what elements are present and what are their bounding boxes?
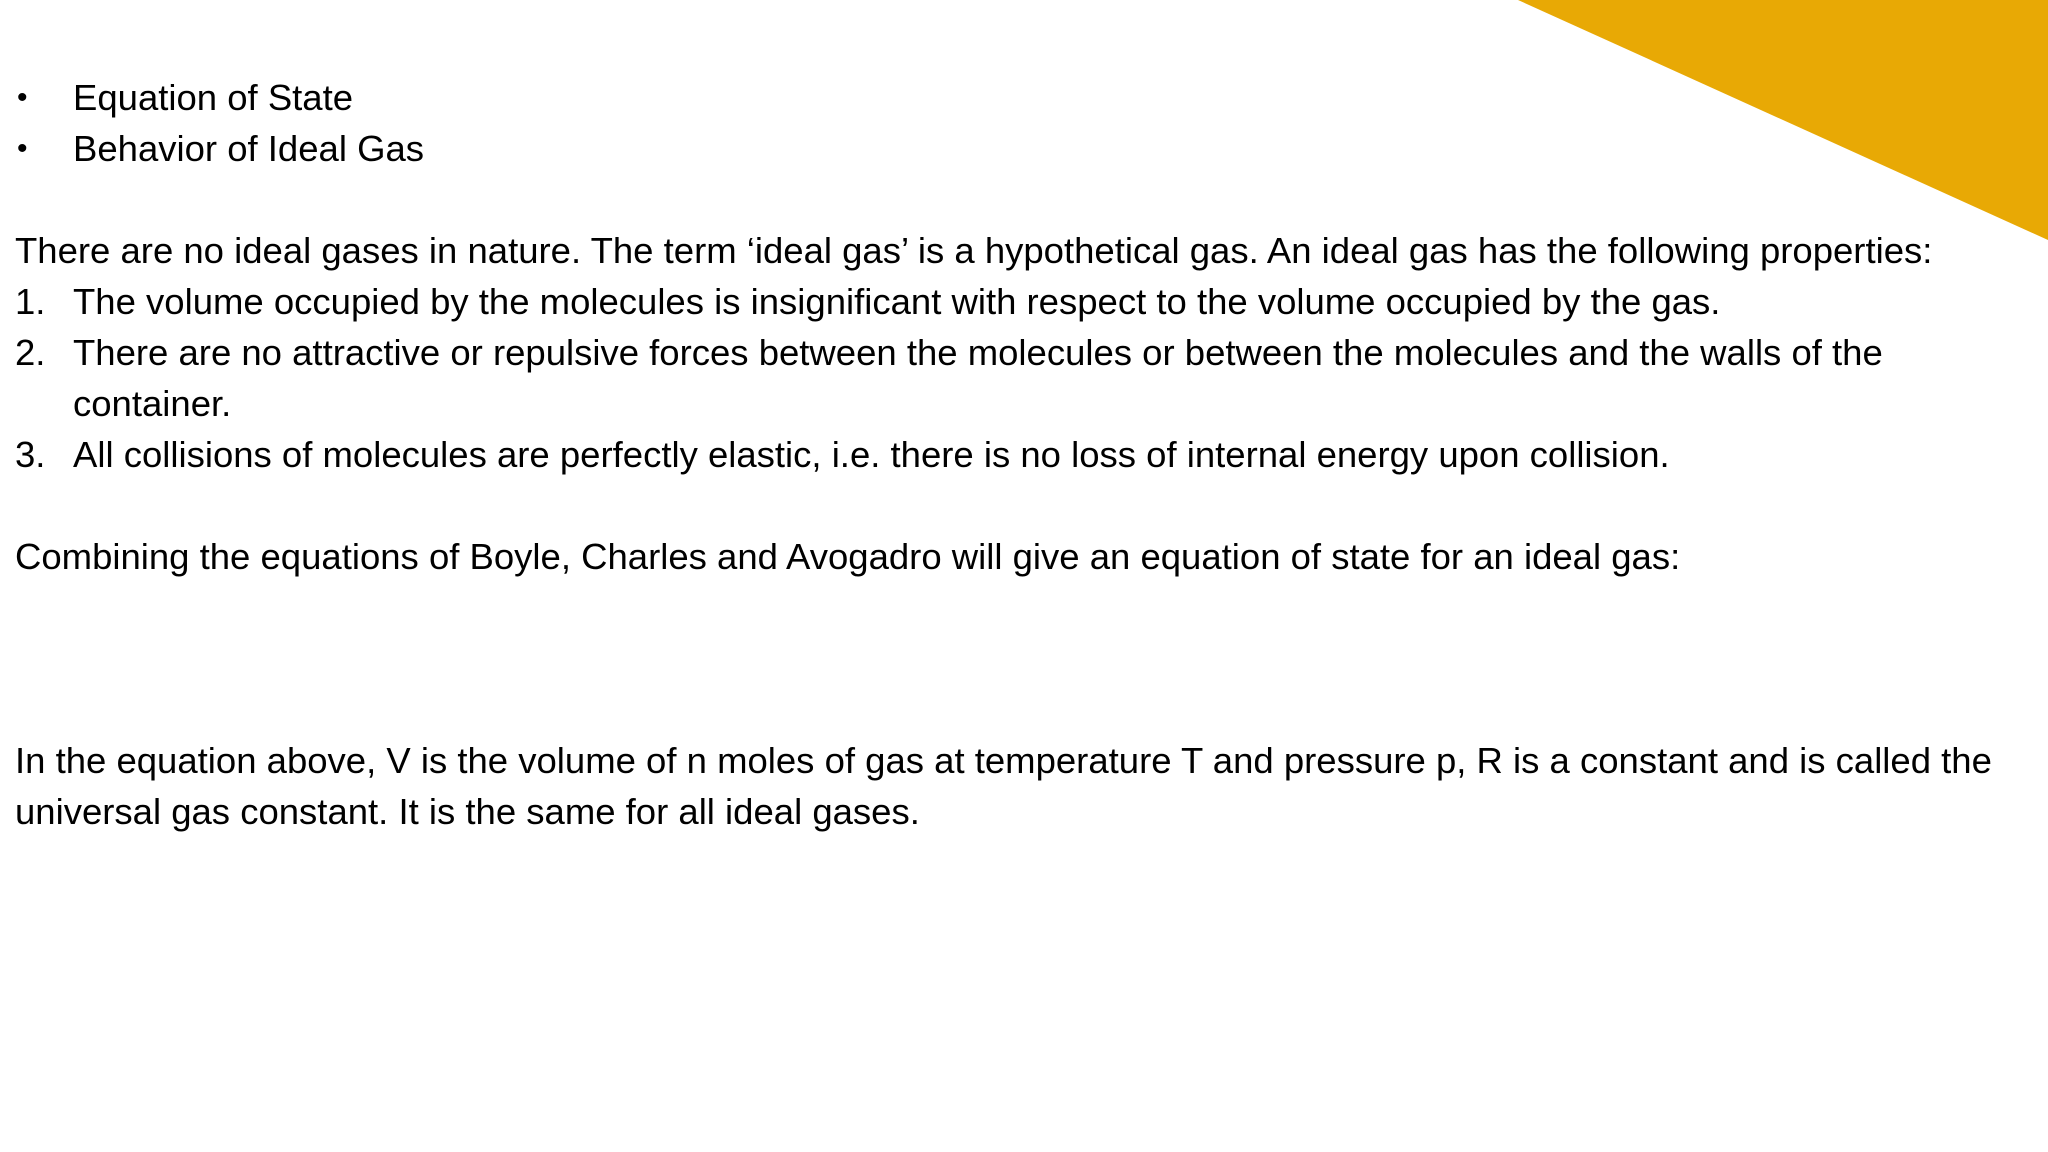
property-number: 2. — [15, 332, 46, 373]
topic-text: Behavior of Ideal Gas — [73, 128, 425, 169]
property-number: 1. — [15, 281, 46, 322]
property-text: The volume occupied by the molecules is insignificant with respect to the volume occupied by the gas. — [73, 281, 1721, 322]
property-item — [15, 327, 2030, 429]
topic-item — [15, 123, 2030, 174]
topic-item — [15, 72, 2030, 123]
property-number: 3. — [15, 434, 46, 475]
property-text: There are no attractive or repulsive forces between the molecules or between the molecules and the walls of the container. — [73, 332, 1883, 424]
equation-area — [15, 582, 2030, 735]
property-item — [15, 429, 2030, 480]
spacer — [15, 174, 2030, 225]
explanation-paragraph: In the equation above, V is the volume of n moles of gas at temperature T and pressure p, R is a constant and is called the universal gas constant. It is the same for all ideal gases. — [15, 740, 1992, 832]
bullet-icon: • — [17, 132, 28, 165]
slide-content — [15, 72, 2030, 837]
spacer — [15, 480, 2030, 531]
intro-paragraph: There are no ideal gases in nature. The term ‘ideal gas’ is a hypothetical gas. An ideal gas has the following properties: — [15, 230, 1933, 271]
property-text: All collisions of molecules are perfectly elastic, i.e. there is no loss of internal energy upon collision. — [73, 434, 1670, 475]
combining-paragraph: Combining the equations of Boyle, Charles and Avogadro will give an equation of state for an ideal gas: — [15, 536, 1681, 577]
bullet-icon: • — [17, 81, 28, 114]
property-item — [15, 276, 2030, 327]
topic-text: Equation of State — [73, 77, 354, 118]
